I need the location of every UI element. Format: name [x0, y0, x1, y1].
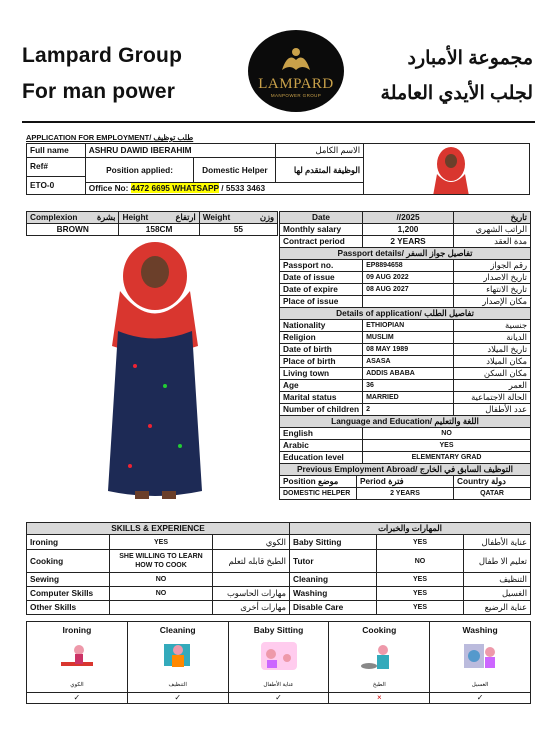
skill-card-baby-sitting	[229, 621, 330, 704]
skill-card-ar: عناية الأطفال	[263, 682, 294, 688]
detail-row-ar: مكان السكن	[454, 368, 531, 380]
position-value: Domestic Helper	[194, 158, 276, 183]
detail-row-label: Marital status	[280, 392, 363, 404]
washing-icon	[460, 640, 500, 674]
previous-section-title: Previous Employment Abroad/ التوظيف السابق في الخارج	[280, 464, 531, 476]
office-contact	[85, 183, 363, 195]
skill-label-ar: الطبخ قابله لتعلم	[213, 550, 290, 573]
skill-label: Baby Sitting	[290, 535, 377, 550]
prev-period-header: Period فترة	[357, 476, 454, 488]
skill-label: Sewing	[27, 573, 110, 587]
period-label: Contract period	[280, 236, 363, 248]
cooking-icon	[359, 640, 399, 674]
company-name-en-line2: For man power	[22, 80, 176, 103]
skill-label-ar: مهارات الحاسوب	[213, 587, 290, 601]
skill-label-ar: عناية الرضيع	[464, 601, 531, 615]
salary-label: Monthly salary	[280, 224, 363, 236]
skill-label-ar	[213, 573, 290, 587]
skill-label: Computer Skills	[27, 587, 110, 601]
skill-card-ironing	[26, 621, 128, 704]
skill-card-title: Baby Sitting	[253, 625, 304, 635]
complexion-header: Complexion بشرة	[27, 212, 119, 224]
prev-country-header: Country دولة	[454, 476, 531, 488]
passport-row-ar: تاريخ الاصدار	[454, 272, 531, 284]
full-name-value: ASHRU DAWID IBERAHIM	[85, 144, 276, 158]
skills-table	[26, 522, 531, 615]
language-row-value: NO	[363, 428, 531, 440]
skill-value: NO	[110, 587, 213, 601]
detail-row-value: ETHIOPIAN	[363, 320, 454, 332]
office-prefix: Office No:	[88, 183, 131, 193]
date-value: //2025	[363, 212, 454, 224]
skill-value: NO	[377, 550, 464, 573]
skill-card-title: Ironing	[62, 625, 92, 635]
weight-value: 55	[199, 224, 277, 236]
skill-card-title: Cleaning	[159, 625, 196, 635]
skill-card-title: Washing	[462, 625, 498, 635]
date-label: Date	[280, 212, 363, 224]
skill-icon-strip	[26, 621, 531, 704]
skill-label-ar: تعليم الا طفال	[464, 550, 531, 573]
cleaning-icon	[158, 640, 198, 674]
physical-table	[26, 211, 278, 236]
applicant-info-table	[26, 143, 530, 195]
language-row-label: English	[280, 428, 363, 440]
skill-value: NO	[110, 573, 213, 587]
detail-row-value: 08 MAY 1989	[363, 344, 454, 356]
detail-row-ar: الحالة الاجتماعية	[454, 392, 531, 404]
detail-row-label: Religion	[280, 332, 363, 344]
detail-row-value: ADDIS ABABA	[363, 368, 454, 380]
detail-row-value: MARRIED	[363, 392, 454, 404]
position-label: Position applied:	[85, 158, 194, 183]
detail-row-label: Place of birth	[280, 356, 363, 368]
date-label-ar: تاريخ	[454, 212, 531, 224]
skill-value: YES	[377, 587, 464, 601]
position-label-ar: الوظيفة المتقدم لها	[276, 158, 364, 183]
prev-position-value: DOMESTIC HELPER	[280, 488, 357, 500]
skill-label-ar: التنظيف	[464, 573, 531, 587]
passport-row-value: EP8894658	[363, 260, 454, 272]
detail-row-ar: تاريخ الميلاد	[454, 344, 531, 356]
skill-card-title: Cooking	[362, 625, 397, 635]
detail-row-label: Number of children	[280, 404, 363, 416]
ref-label: Ref#	[27, 158, 86, 177]
skill-card-mark: ✓	[27, 692, 127, 702]
skill-label: Ironing	[27, 535, 110, 550]
company-name-ar-line1: مجموعة الأمبارد	[407, 48, 533, 69]
details-table	[279, 211, 531, 500]
ironing-icon	[57, 642, 97, 674]
detail-row-ar: الديانة	[454, 332, 531, 344]
skill-card-ar: الغسيل	[471, 682, 489, 688]
applicant-thumbnail-figure	[431, 144, 471, 195]
detail-row-ar: العمر	[454, 380, 531, 392]
detail-row-label: Date of birth	[280, 344, 363, 356]
language-row-label: Education level	[280, 452, 363, 464]
passport-row-label: Date of expire	[280, 284, 363, 296]
skill-card-ar: الطبخ	[372, 682, 386, 688]
skill-card-mark: ×	[329, 692, 429, 702]
passport-row-ar: رقم الجواز	[454, 260, 531, 272]
skill-label: Disable Care	[290, 601, 377, 615]
passport-row-value	[363, 296, 454, 308]
detail-row-ar: مكان الميلاد	[454, 356, 531, 368]
detail-row-value: MUSLIM	[363, 332, 454, 344]
full-name-label: Full name	[27, 144, 86, 158]
skill-label-ar: عناية الأطفال	[464, 535, 531, 550]
skill-label: Other Skills	[27, 601, 110, 615]
passport-row-ar: مكان الإصدار	[454, 296, 531, 308]
salary-value: 1,200	[363, 224, 454, 236]
skill-label: Washing	[290, 587, 377, 601]
passport-row-label: Place of issue	[280, 296, 363, 308]
detail-row-label: Living town	[280, 368, 363, 380]
passport-row-label: Date of issue	[280, 272, 363, 284]
language-section-title: Language and Education/ اللغة والتعليم	[280, 416, 531, 428]
language-row-value: ELEMENTARY GRAD	[363, 452, 531, 464]
passport-row-label: Passport no.	[280, 260, 363, 272]
skill-label: Cooking	[27, 550, 110, 573]
skill-card-cleaning	[128, 621, 229, 704]
prev-position-header: Position موضع	[280, 476, 357, 488]
logo-text: LAMPARD	[258, 76, 334, 92]
weight-header: Weight وزن	[199, 212, 277, 224]
salary-label-ar: الراتب الشهري	[454, 224, 531, 236]
company-logo	[248, 30, 344, 112]
period-label-ar: مدة العقد	[454, 236, 531, 248]
logo-subtext: MANPOWER GROUP	[270, 93, 322, 98]
ref-value: ETO-0	[27, 176, 86, 195]
skill-value: SHE WILLING TO LEARN HOW TO COOK	[110, 550, 213, 573]
passport-row-ar: تاريخ الانتهاء	[454, 284, 531, 296]
detail-row-value: 2	[363, 404, 454, 416]
applicant-figure-icon	[80, 236, 230, 511]
skill-value: YES	[377, 601, 464, 615]
skill-card-mark: ✓	[128, 692, 228, 702]
language-row-value: YES	[363, 440, 531, 452]
passport-row-value: 09 AUG 2022	[363, 272, 454, 284]
skill-value: YES	[110, 535, 213, 550]
height-value: 158CM	[119, 224, 199, 236]
applicant-thumbnail	[364, 144, 530, 195]
skills-title-en: SKILLS & EXPERIENCE	[27, 523, 290, 535]
office-suffix: / 5533 3463	[218, 183, 266, 193]
baby-sitting-icon	[257, 640, 301, 674]
language-row-label: Arabic	[280, 440, 363, 452]
skill-card-ar: التنظيف	[168, 682, 187, 688]
prev-country-value: QATAR	[454, 488, 531, 500]
detail-row-label: Nationality	[280, 320, 363, 332]
skill-card-ar: الكوي	[70, 682, 84, 688]
height-header: Height ارتفاع	[119, 212, 199, 224]
skill-card-mark: ✓	[229, 692, 329, 702]
passport-row-value: 08 AUG 2027	[363, 284, 454, 296]
skill-card-cooking	[329, 621, 430, 704]
company-name-ar-line2: لجلب الأيدي العاملة	[380, 83, 533, 104]
detail-row-value: ASASA	[363, 356, 454, 368]
detail-row-ar: عدد الأطفال	[454, 404, 531, 416]
skill-label: Cleaning	[290, 573, 377, 587]
skill-value: YES	[377, 573, 464, 587]
company-name-en-line1: Lampard Group	[22, 44, 183, 67]
office-whatsapp: 4472 6695 WHATSAPP	[130, 183, 219, 193]
prev-period-value: 2 YEARS	[357, 488, 454, 500]
hands-logo-icon	[248, 30, 344, 112]
applicant-full-photo	[80, 236, 230, 511]
skill-value: YES	[377, 535, 464, 550]
skill-label: Tutor	[290, 550, 377, 573]
passport-section-title: Passport details/ تفاصيل جواز السفر	[280, 248, 531, 260]
header-divider	[22, 121, 535, 123]
detail-row-value: 36	[363, 380, 454, 392]
skill-label-ar: الغسيل	[464, 587, 531, 601]
details-section-title: Details of application/ تفاصيل الطلب	[280, 308, 531, 320]
complexion-value: BROWN	[27, 224, 119, 236]
detail-row-ar: جنسية	[454, 320, 531, 332]
skills-title-ar: المهارات والخبرات	[290, 523, 531, 535]
application-title: APPLICATION FOR EMPLOYMENT/ طلب توظيف	[26, 133, 194, 142]
period-value: 2 YEARS	[363, 236, 454, 248]
full-name-label-ar: الاسم الكامل	[276, 144, 364, 158]
detail-row-label: Age	[280, 380, 363, 392]
skill-card-washing	[430, 621, 531, 704]
skill-label-ar: مهارات أخرى	[213, 601, 290, 615]
skill-card-mark: ✓	[430, 692, 530, 702]
skill-label-ar: الكوي	[213, 535, 290, 550]
skill-value	[110, 601, 213, 615]
